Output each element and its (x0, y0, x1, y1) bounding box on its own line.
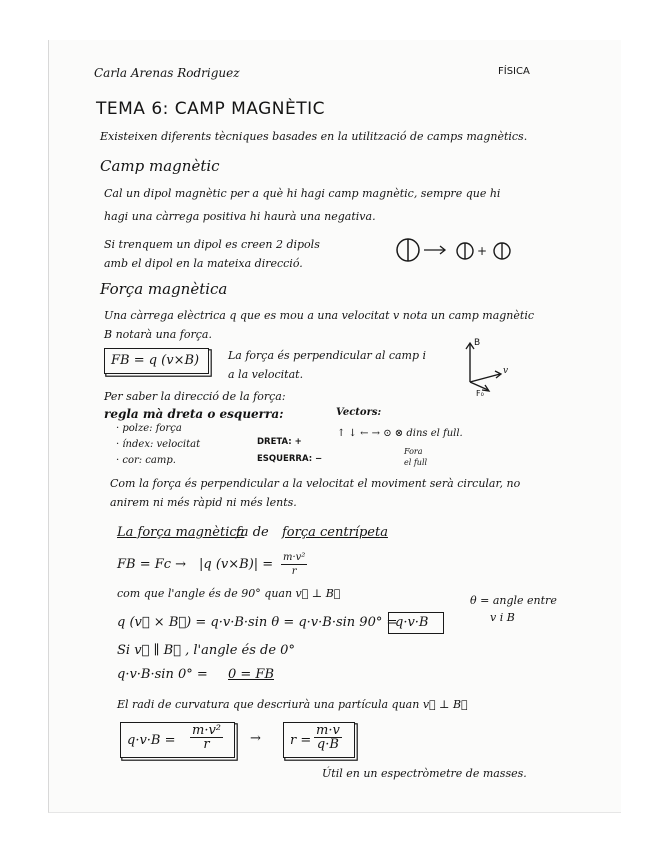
circular-motion-line: Com la força és perpendicular a la velocitat el moviment serà circular, no (110, 477, 521, 490)
esquerra-label: ESQUERRA: − (257, 454, 323, 464)
theta-note: v i B (490, 611, 515, 624)
fraction-mv2-r (281, 551, 307, 578)
page-title: TEMA 6: CAMP MAGNÈTIC (96, 99, 325, 119)
spectrometer-note: Útil en un espectròmetre de masses. (322, 767, 527, 780)
dipol-text-line: Si trenquem un dipol es creen 2 dipols (104, 238, 320, 251)
result-qvb: q·v·B (395, 615, 429, 630)
fraction-numerator: m·v² (192, 723, 222, 738)
fraction-mv-qb (314, 724, 342, 751)
author-name: Carla Arenas Rodriguez (94, 66, 240, 80)
implies-arrow: → (250, 731, 261, 746)
theta-note: θ = angle entre (470, 594, 557, 607)
fraction-denominator: r (203, 737, 210, 752)
rule-item: · índex: velocitat (116, 439, 201, 450)
rule-title: regla mà dreta o esquerra: (104, 407, 284, 421)
camp-paragraph-line: Cal un dipol magnètic per a què hi hagi camp magnètic, sempre que hi (104, 187, 501, 200)
subject-label: FÍSICA (498, 66, 530, 77)
parallel-line: Si v⃗ ∥ B⃗ , l'angle és de 0° (117, 643, 295, 658)
fraction-numerator: m·v (316, 723, 340, 738)
sin-equation: q (v⃗ × B⃗) = q·v·B·sin θ = q·v·B·sin 90° = (117, 615, 398, 630)
equation-fb-fc: FB = Fc → (117, 557, 187, 572)
fraction-numerator: m·v² (283, 552, 306, 563)
force-axes-diagram (458, 340, 518, 400)
axis-label-v: v (503, 366, 509, 376)
section-heading-camp: Camp magnètic (100, 157, 220, 175)
intro-text: Existeixen diferents tècniques basades en la utilització de camps magnètics. (100, 130, 528, 143)
rule-item: · cor: camp. (116, 455, 176, 466)
camp-paragraph-line: hagi una càrrega positiva hi haurà una negativa. (104, 210, 376, 223)
equation-abs: |q (v×B)| = (199, 557, 274, 572)
fraction-denominator: r (291, 566, 297, 577)
fora-label: Fora (404, 447, 423, 456)
vectors-label: Vectors: (336, 407, 382, 418)
perpendicular-note: La força és perpendicular al camp i (228, 349, 427, 362)
r-equals: r = (290, 733, 312, 748)
lorentz-formula: FB = q (v×B) (111, 353, 200, 368)
qvb-equals: q·v·B = (127, 733, 176, 748)
angle-90-line: com que l'angle és de 90° quan v⃗ ⊥ B⃗ (117, 587, 341, 600)
dipol-text-line: amb el dipol en la mateixa direcció. (104, 257, 303, 270)
sin0-equation: q·v·B·sin 0° = (117, 667, 208, 682)
radius-line: El radi de curvatura que descriurà una partícula quan v⃗ ⊥ B⃗ (117, 698, 468, 711)
forca-paragraph-line: B notarà una força. (104, 328, 212, 341)
fraction-mv2-r (190, 724, 223, 751)
centripetal-line: força centrípeta (282, 525, 388, 540)
vectors-symbols: ↑ ↓ ← → ⊙ ⊗ dins el full. (337, 428, 463, 439)
forca-paragraph-line: Una càrrega elèctrica q que es mou a una velocitat v nota un camp magnètic (104, 309, 535, 322)
rule-intro: Per saber la direcció de la força: (104, 390, 286, 403)
svg-text:+: + (477, 244, 488, 258)
centripetal-line: La força magnètica (117, 525, 245, 540)
fraction-denominator: q·B (316, 737, 339, 752)
section-heading-forca: Força magnètica (100, 280, 228, 298)
axis-label-f: F₀ (476, 389, 484, 398)
perpendicular-note: a la velocitat. (228, 368, 304, 381)
circular-motion-line: anirem ni més ràpid ni més lents. (110, 496, 297, 509)
centripetal-line: fa de (236, 525, 269, 540)
dipole-split-diagram (392, 238, 522, 264)
dreta-label: DRETA: + (257, 437, 302, 447)
zero-force: 0 = FB (228, 667, 275, 682)
fora-label: el full (404, 458, 428, 467)
rule-item: · polze: força (116, 423, 182, 434)
axis-label-b: B (474, 338, 481, 348)
